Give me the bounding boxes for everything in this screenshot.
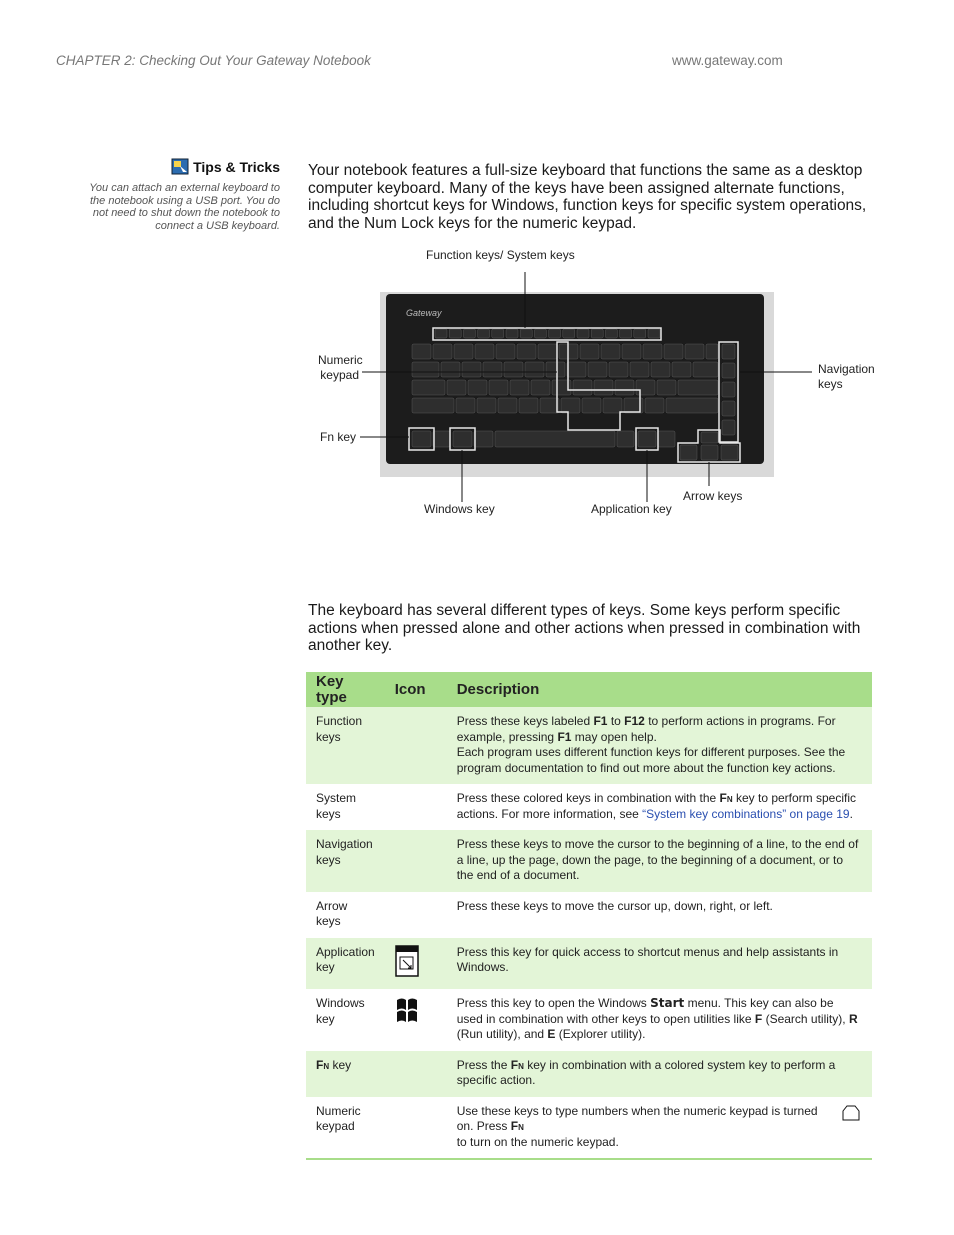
keyboard-key xyxy=(620,329,632,338)
keyboard-key xyxy=(474,431,493,447)
tips-sidebar xyxy=(80,158,280,232)
keyboard-key xyxy=(648,329,660,338)
keyboard-key xyxy=(577,329,589,338)
site-url: www.gateway.com xyxy=(672,53,783,68)
keyboard-key xyxy=(722,363,735,378)
row-icon xyxy=(385,938,447,990)
row-icon xyxy=(385,707,447,784)
keyboard-key xyxy=(645,398,664,413)
numlock-key-icon xyxy=(842,1105,860,1121)
keyboard-key xyxy=(510,380,529,395)
row-description-numeric: Use these keys to type numbers when the numeric keypad is turned on. Press Fn to turn on the numeric keypad. xyxy=(447,1097,872,1160)
keyboard-key xyxy=(498,398,517,413)
keyboard-key xyxy=(546,362,565,377)
keyboard-key xyxy=(657,380,676,395)
keyboard-key xyxy=(582,398,601,413)
keyboard-key xyxy=(517,344,536,359)
keyboard-key xyxy=(435,329,447,338)
keyboard-key xyxy=(588,362,607,377)
row-icon xyxy=(385,892,447,938)
table-row xyxy=(306,989,872,1051)
keyboard-key xyxy=(456,398,475,413)
label-numeric-line2: keypad xyxy=(320,368,359,382)
row-description-system: Press these colored keys in combination with the Fn key to perform specific actions. For more information, see “System key combinations” on page 19. xyxy=(456,791,857,821)
header-description: Description xyxy=(447,672,872,707)
label-numeric-keypad xyxy=(318,353,363,383)
keyboard-key xyxy=(453,431,472,447)
keyboard-figure xyxy=(300,240,900,530)
keyboard-key xyxy=(538,344,557,359)
keyboard-key xyxy=(651,362,670,377)
table-row xyxy=(306,830,872,892)
header-key-type: Key type xyxy=(306,672,385,707)
keyboard-key xyxy=(477,398,496,413)
keyboard-key xyxy=(722,344,735,359)
row-type: System keys xyxy=(316,791,357,821)
row-type: Windows key xyxy=(316,996,365,1026)
keyboard-key xyxy=(722,420,735,435)
tips-lightbulb-icon xyxy=(171,158,189,175)
label-windows-key: Windows key xyxy=(424,502,495,516)
row-icon xyxy=(385,989,447,1051)
windows-key-icon xyxy=(395,996,419,1026)
intro-paragraph: Your notebook features a full-size keyboard that functions the same as a desktop computer keyboard. Many of the keys have been assigned alternate functions, including shortcut keys for Windows, function keys for specific system operations, and the Num Lock keys for the numeric keypad. xyxy=(308,162,867,232)
keyboard-key xyxy=(412,380,445,395)
keyboard-key xyxy=(701,445,718,460)
keyboard-key xyxy=(634,329,646,338)
tips-title: Tips & Tricks xyxy=(193,158,280,175)
row-type: Arrow keys xyxy=(316,898,348,928)
row-type: Numeric keypad xyxy=(306,1097,385,1160)
keyboard-key xyxy=(447,380,466,395)
table-row xyxy=(306,1097,872,1160)
system-key-combinations-link[interactable]: “System key combinations” on page 19 xyxy=(642,806,850,821)
label-navigation-line1: Navigation xyxy=(818,362,875,376)
table-row xyxy=(306,938,872,990)
keyboard-key xyxy=(638,431,656,447)
row-icon xyxy=(385,784,447,830)
keyboard-key xyxy=(412,398,454,413)
keyboard-key xyxy=(603,398,622,413)
keyboard-key xyxy=(678,380,718,395)
key-types-paragraph: The keyboard has several different types of keys. Some keys perform specific actions when pressed alone and other actions when pressed in combination with another key. xyxy=(308,602,861,654)
keyboard-key xyxy=(412,362,439,377)
keyboard-key xyxy=(412,431,431,447)
keyboard-key xyxy=(433,344,452,359)
tips-body: You can attach an external keyboard to the notebook using a USB port. You do not need to shut down the notebook to connect a USB keyboard. xyxy=(89,182,280,232)
keyboard-key xyxy=(495,431,615,447)
keyboard-key xyxy=(540,398,559,413)
keyboard-key xyxy=(591,329,603,338)
row-description: Press these keys to move the cursor up, down, right, or left. xyxy=(456,898,773,913)
keyboard-key xyxy=(475,344,494,359)
keyboard-key xyxy=(580,344,599,359)
keyboard-diagram xyxy=(300,240,900,530)
row-icon xyxy=(385,1051,447,1097)
keyboard-key xyxy=(701,432,718,443)
keyboard-key xyxy=(506,329,518,338)
keyboard-key xyxy=(666,398,718,413)
keyboard-key xyxy=(520,329,532,338)
label-application-key: Application key xyxy=(591,502,672,516)
keyboard-key xyxy=(573,380,592,395)
keyboard-key xyxy=(433,431,450,447)
keyboard-key xyxy=(722,382,735,397)
row-type-fn: Fn key xyxy=(306,1051,385,1097)
label-arrow-keys: Arrow keys xyxy=(683,489,743,503)
keyboard-key xyxy=(622,344,641,359)
keyboard-key xyxy=(609,362,628,377)
table-row xyxy=(306,707,872,784)
row-description: Press these keys to move the cursor to the beginning of a line, to the end of a line, up the page, down the page, to the beginning of a document, or to the end of a document. xyxy=(447,830,872,892)
keyboard-key xyxy=(454,344,473,359)
keyboard-key xyxy=(441,362,460,377)
keyboard-key xyxy=(462,362,481,377)
keyboard-key xyxy=(463,329,475,338)
row-description-windows: Press this key to open the Windows Start menu. This key can also be used in combination with other keys to open utilities like F (Search utility), R (Run utility), and E (Explorer utility). xyxy=(456,996,858,1041)
keyboard-key xyxy=(534,329,546,338)
row-description-fn: Press the Fn key in combination with a colored system key to perform a specific action. xyxy=(447,1051,872,1097)
key-types-table xyxy=(306,672,872,1160)
keyboard-key xyxy=(615,380,634,395)
keyboard-key xyxy=(693,362,718,377)
keyboard-key xyxy=(706,344,718,359)
row-icon xyxy=(385,1097,447,1160)
keyboard-key xyxy=(449,329,461,338)
keyboard-key xyxy=(721,445,738,460)
keyboard-key xyxy=(519,398,538,413)
keyboard-key xyxy=(630,362,649,377)
keyboard-key xyxy=(685,344,704,359)
keyboard-key xyxy=(549,329,561,338)
keyboard-key xyxy=(601,344,620,359)
keyboard-key xyxy=(504,362,523,377)
label-function-keys: Function keys/ System keys xyxy=(426,248,575,262)
keyboard-key xyxy=(722,401,735,416)
keyboard-key xyxy=(496,344,515,359)
keyboard-key xyxy=(664,344,683,359)
label-navigation-keys xyxy=(818,362,875,392)
table-row xyxy=(306,784,872,830)
keyboard-key xyxy=(680,445,697,460)
row-type: Navigation keys xyxy=(306,830,385,892)
row-type: Application key xyxy=(306,938,385,990)
keyboard-key xyxy=(643,344,662,359)
keyboard-key xyxy=(636,380,655,395)
header-icon: Icon xyxy=(385,672,447,707)
table-row xyxy=(306,1051,872,1097)
application-key-icon xyxy=(395,945,419,977)
keyboard-key xyxy=(672,362,691,377)
keyboard-key xyxy=(489,380,508,395)
keyboard-key xyxy=(594,380,613,395)
row-type: Function keys xyxy=(306,707,385,784)
keyboard-key xyxy=(567,362,586,377)
label-navigation-line2: keys xyxy=(818,377,843,391)
keyboard-key xyxy=(563,329,575,338)
keyboard-key xyxy=(525,362,544,377)
keyboard-key xyxy=(478,329,490,338)
row-description-function: Press these keys labeled F1 to F12 to perform actions in programs. For example, pressing F1 may open help. Each program uses different function keys for different purposes. See the program documentation to find out more about the function key actions. xyxy=(447,707,872,784)
keyboard-key xyxy=(483,362,502,377)
keyboard-key xyxy=(412,344,431,359)
table-header-row xyxy=(306,672,872,707)
gateway-logo-text: Gateway xyxy=(406,308,442,318)
keyboard-key xyxy=(658,431,675,447)
chapter-header: CHAPTER 2: Checking Out Your Gateway Notebook xyxy=(56,53,371,68)
keyboard-key xyxy=(492,329,504,338)
keyboard-key xyxy=(561,398,580,413)
tips-title-row xyxy=(171,158,280,175)
keyboard-key xyxy=(468,380,487,395)
keyboard-key xyxy=(617,431,634,447)
row-icon xyxy=(385,830,447,892)
keyboard-key xyxy=(605,329,617,338)
keyboard-key xyxy=(531,380,550,395)
row-description: Press this key for quick access to shortcut menus and help assistants in Windows. xyxy=(447,938,872,990)
table-row xyxy=(306,892,872,938)
label-numeric-line1: Numeric xyxy=(318,353,363,367)
label-fn-key: Fn key xyxy=(320,430,357,444)
